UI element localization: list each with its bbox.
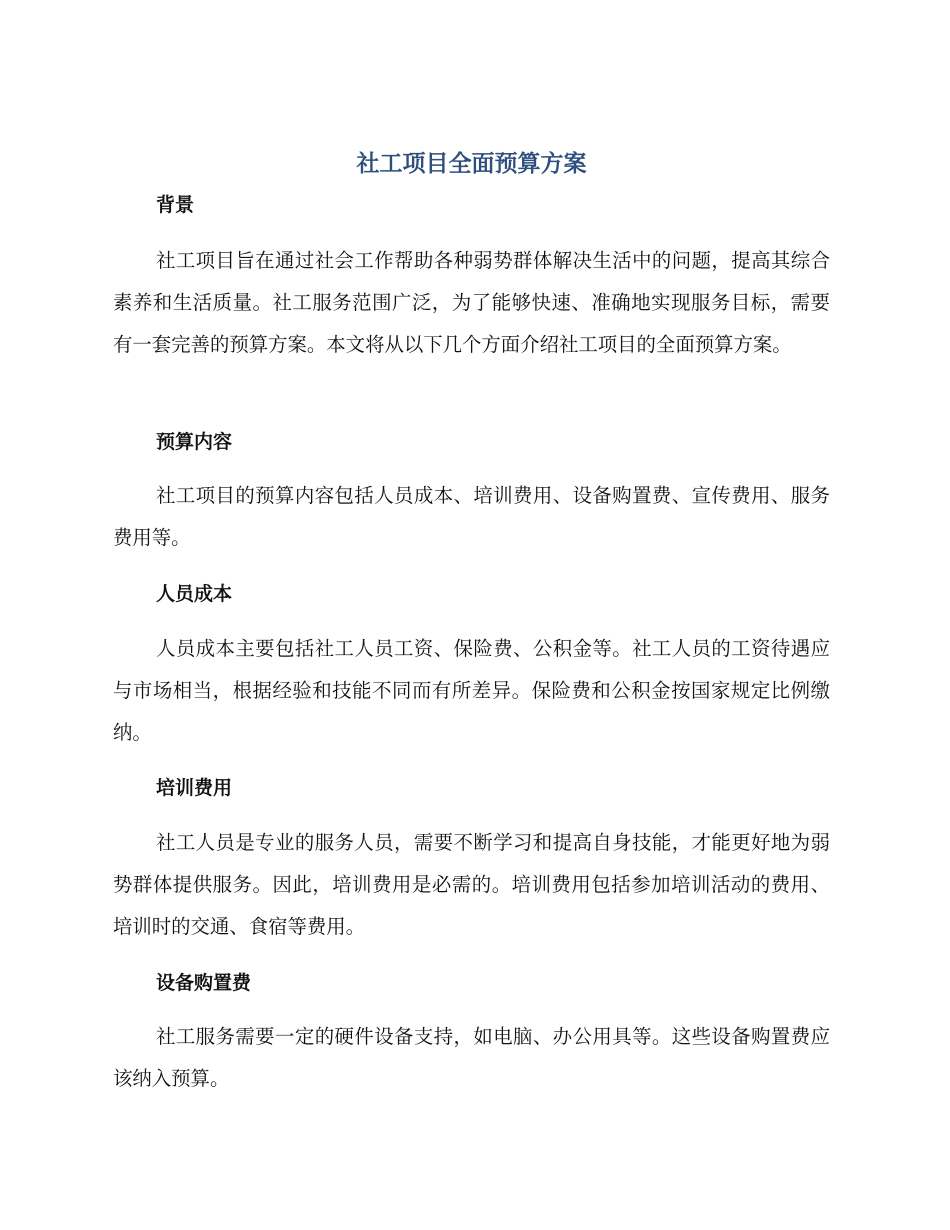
- section-body-training-cost: 社工人员是专业的服务人员，需要不断学习和提高自身技能，才能更好地为弱势群体提供服务。因此，培训费用是必需的。培训费用包括参加培训活动的费用、培训时的交通、食宿等费用。: [113, 831, 830, 938]
- document-title: 社工项目全面预算方案: [356, 151, 587, 177]
- section-heading-background: 背景: [156, 194, 195, 216]
- section-body-background: 社工项目旨在通过社会工作帮助各种弱势群体解决生活中的问题，提高其综合素养和生活质量。社工服务范围广泛，为了能够快速、准确地实现服务目标，需要有一套完善的预算方案。本文将从以下几个方面介绍社工项目的全面预算方案。: [113, 249, 830, 356]
- section-heading-budget-content: 预算内容: [156, 431, 233, 453]
- section-body-equipment-cost: 社工服务需要一定的硬件设备支持，如电脑、办公用具等。这些设备购置费应该纳入预算。: [113, 1025, 830, 1090]
- section-heading-personnel-cost: 人员成本: [156, 583, 233, 605]
- section-heading-training-cost: 培训费用: [156, 777, 233, 799]
- section-body-budget-content: 社工项目的预算内容包括人员成本、培训费用、设备购置费、宣传费用、服务费用等。: [113, 484, 830, 549]
- section-heading-equipment-cost: 设备购置费: [156, 972, 252, 994]
- section-body-personnel-cost: 人员成本主要包括社工人员工资、保险费、公积金等。社工人员的工资待遇应与市场相当，根据经验和技能不同而有所差异。保险费和公积金按国家规定比例缴纳。: [113, 637, 830, 744]
